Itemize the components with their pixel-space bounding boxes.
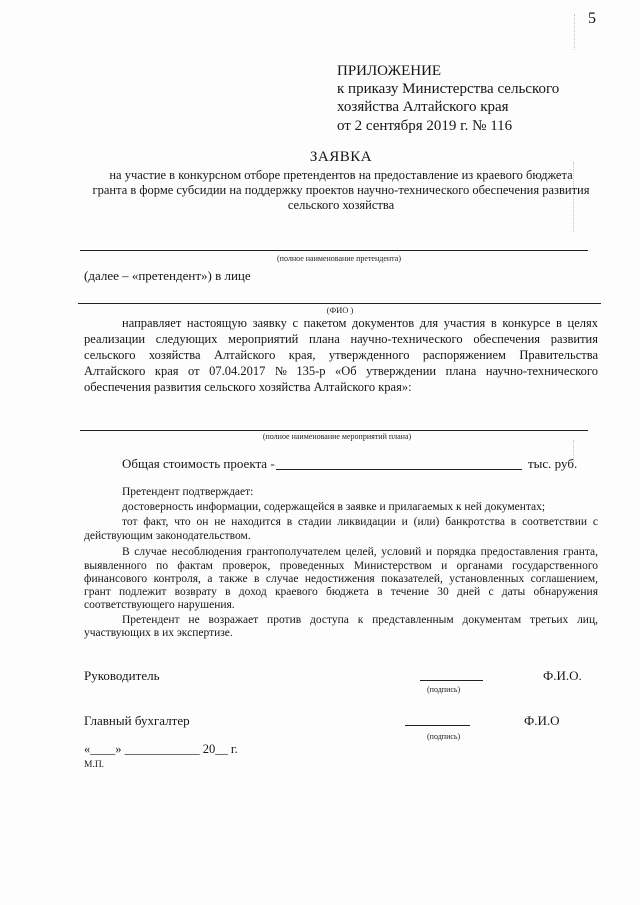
appendix-title: ПРИЛОЖЕНИЕ [337, 63, 442, 79]
accountant-signature-line [405, 725, 470, 726]
accountant-signature-caption: (подпись) [427, 732, 461, 741]
refund-clause-line-text: грант подлежит возврату в доход краевого бюджета в течение 30 дней с даты обнаружения [84, 586, 598, 598]
page-number: 5 [588, 10, 596, 27]
confirmation-line [122, 517, 598, 529]
refund-clause-line [84, 561, 598, 573]
application-subtitle-line: на участие в конкурсном отборе претендентов на предоставление из краевого бюджета [109, 168, 573, 182]
fio-caption: (ФИО ) [326, 305, 354, 315]
appendix-line: к приказу Министерства сельского [337, 81, 560, 97]
head-signature-line [420, 680, 483, 681]
refund-clause-line-text: В случае несоблюдения грантополучателем целей, условий и порядка предоставления гранта, [122, 546, 598, 558]
submission-line-text: сельского хозяйства Алтайского края, утвержденного распоряжением Правительства [84, 348, 598, 362]
refund-clause-line: соответствующего нарушения. [84, 599, 235, 611]
head-signature-caption: (подпись) [427, 685, 461, 694]
application-subtitle-line: сельского хозяйства [287, 198, 395, 212]
refund-clause-line [84, 587, 598, 599]
head-name-label: Ф.И.О. [543, 668, 582, 683]
consent-clause-line: участвующих в их экспертизе. [84, 627, 233, 639]
measures-caption: (полное наименование мероприятий плана) [262, 432, 412, 441]
appendix-line: хозяйства Алтайского края [337, 99, 509, 115]
refund-clause-line [122, 547, 598, 559]
refund-clause-line-text: выявленного по фактам проверок, проведенных Министерством и органами государственного [84, 560, 598, 572]
cost-blank [276, 469, 522, 470]
confirmation-line: действующим законодательством. [84, 530, 251, 542]
submission-line-text: Алтайского края от 07.04.2017 № 135-р «Об утверждении плана научно-технического [84, 364, 598, 378]
scan-artifact-dots [574, 14, 575, 50]
fio-rule [78, 303, 601, 304]
measures-rule [80, 430, 588, 431]
refund-clause-line [84, 574, 598, 586]
applicant-name-rule [80, 250, 588, 251]
cost-unit: тыс. руб. [528, 456, 578, 471]
submission-line [84, 365, 598, 378]
representative-text: (далее – «претендент») в лице [84, 268, 251, 283]
accountant-role-label: Главный бухгалтер [84, 713, 190, 728]
submission-line [84, 349, 598, 362]
application-title: ЗАЯВКА [309, 149, 373, 165]
appendix-line: от 2 сентября 2019 г. № 116 [337, 118, 513, 134]
application-subtitle-line: гранта в форме субсидии на поддержку проектов научно-технического обеспечения развития [92, 183, 590, 197]
head-role-label: Руководитель [84, 668, 160, 683]
submission-line-text: направляет настоящую заявку с пакетом документов для участия в конкурсе в целях [122, 316, 598, 330]
submission-line [122, 317, 598, 330]
applicant-name-caption: (полное наименование претендента) [277, 254, 401, 263]
accountant-name-label: Ф.И.О [524, 713, 560, 728]
date-line: «____» ____________ 20__ г. [84, 742, 238, 756]
cost-label: Общая стоимость проекта - [122, 456, 275, 471]
submission-line [84, 333, 598, 346]
confirmation-line: достоверность информации, содержащейся в заявке и прилагаемых к ней документах; [122, 501, 546, 513]
stamp-label: М.П. [84, 760, 105, 770]
submission-line: обеспечения развития сельского хозяйства Алтайского края»: [84, 380, 412, 394]
submission-line-text: реализации следующих мероприятий плана научно-технического обеспечения развития [84, 332, 598, 346]
consent-clause-line-text: Претендент не возражает против доступа к представленным документам третьих лиц, [122, 614, 598, 626]
refund-clause-line-text: финансового контроля, а также в случае недостижения показателей, установленных соглашением, [84, 573, 598, 585]
confirmation-line-text: тот факт, что он не находится в стадии ликвидации и (или) банкротства в соответствии с [122, 516, 598, 528]
consent-clause-line [122, 615, 598, 627]
confirmation-heading: Претендент подтверждает: [122, 486, 254, 498]
